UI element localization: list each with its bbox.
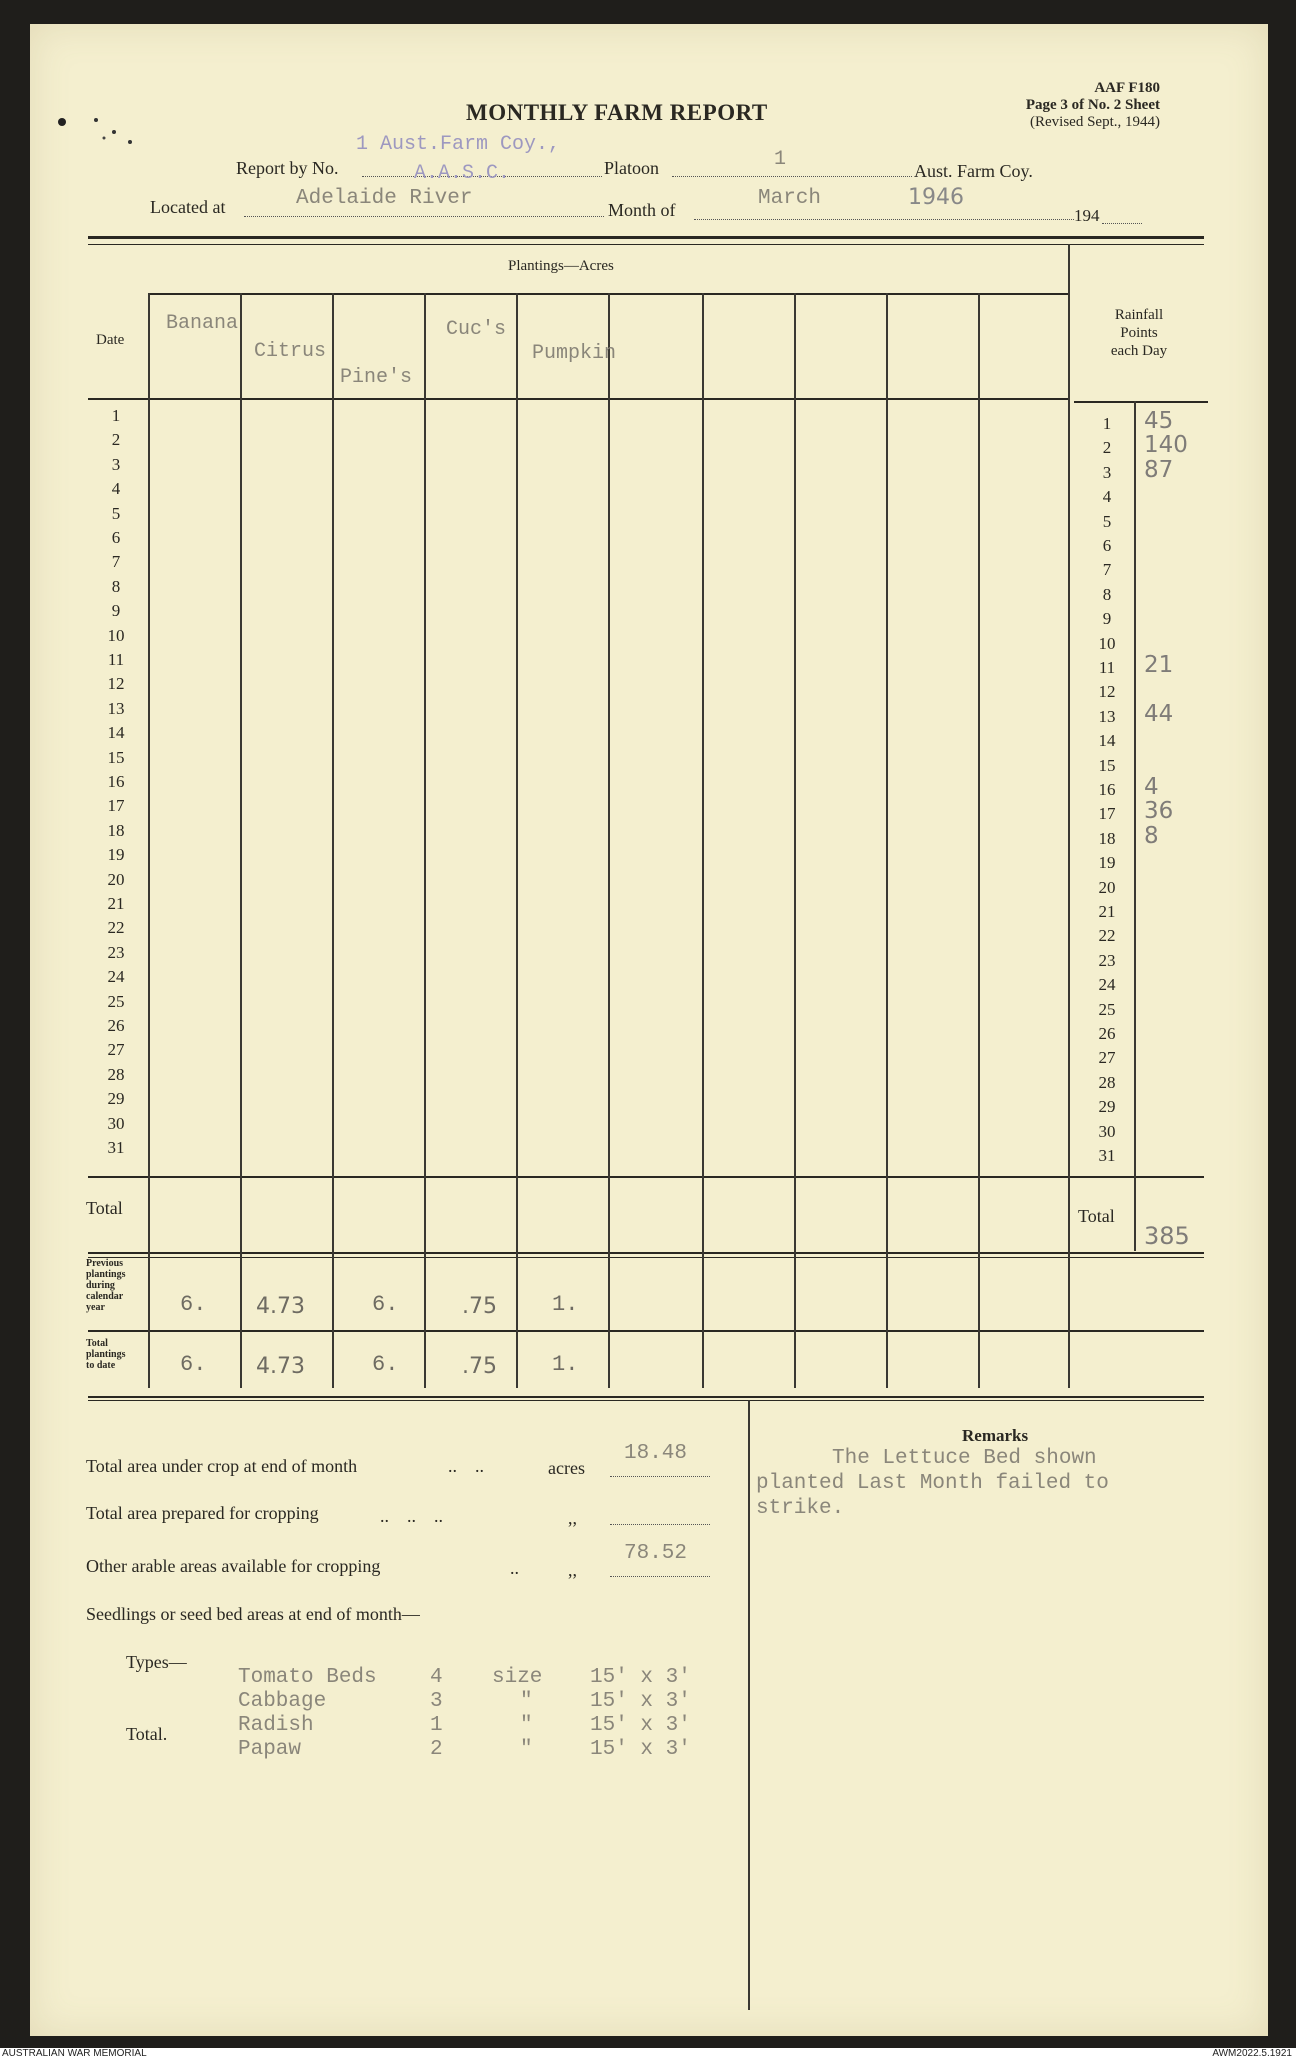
- rain-value-day-18: 8: [1144, 822, 1159, 849]
- crop-area-line: [610, 1476, 710, 1477]
- rain-day-7: 7: [1102, 560, 1112, 580]
- prev-banana: 6.: [180, 1292, 207, 1317]
- crop-cucs: Cuc's: [446, 318, 507, 341]
- platoon-value: 1: [774, 148, 787, 171]
- form-revised: (Revised Sept., 1944): [1030, 114, 1160, 130]
- seedbed-name-1: Tomato Beds: [238, 1666, 377, 1689]
- month-value: March: [758, 187, 822, 210]
- date-row-18: 18: [107, 820, 125, 840]
- todate-pumpkin: 1.: [552, 1352, 579, 1377]
- other-area-line: [610, 1576, 710, 1577]
- date-row-19: 19: [107, 845, 125, 865]
- date-row-24: 24: [107, 967, 125, 987]
- date-row-3: 3: [111, 454, 121, 474]
- report-by-label: Report by No.: [236, 158, 339, 178]
- prev-pumpkin: 1.: [552, 1292, 579, 1317]
- todate-label-3: to date: [86, 1360, 116, 1371]
- rain-col-line: [1134, 401, 1136, 1251]
- rain-day-30: 30: [1098, 1121, 1116, 1141]
- col-line-1: [148, 293, 150, 1388]
- form-code: AAF F180: [1094, 80, 1160, 96]
- rain-day-12: 12: [1098, 682, 1116, 702]
- rain-day-16: 16: [1098, 780, 1116, 799]
- footer-accession: AWM2022.5.1921: [1212, 2048, 1292, 2059]
- prev-label-3: during: [86, 1280, 115, 1291]
- col-line-2: [240, 293, 242, 1388]
- seedbed-size-4: 15' x 3': [590, 1738, 691, 1761]
- date-header: Date: [96, 332, 125, 348]
- date-row-7: 7: [111, 552, 121, 572]
- crop-banana: Banana: [166, 312, 239, 335]
- remarks-divider: [748, 1400, 750, 2010]
- date-row-23: 23: [107, 942, 125, 962]
- table-bottom-rule: [88, 1396, 1204, 1398]
- year-line: [1102, 223, 1142, 224]
- rain-day-6: 6: [1102, 536, 1112, 555]
- seedbed-size-1: 15' x 3': [590, 1666, 691, 1689]
- rain-day-15: 15: [1098, 755, 1116, 775]
- aust-farm-label: Aust. Farm Coy.: [914, 161, 1033, 181]
- seedbed-qty-4: 2: [430, 1738, 443, 1761]
- crop-area-dots: .. ..: [448, 1456, 484, 1476]
- col-line-7: [702, 293, 704, 1388]
- report-by-value-2: A.A.S.C.: [414, 162, 511, 185]
- todate-banana: 6.: [180, 1352, 207, 1377]
- date-row-8: 8: [111, 576, 121, 596]
- rain-total-value: 385: [1144, 1222, 1190, 1250]
- date-row-1: 1: [111, 406, 121, 425]
- rain-day-26: 26: [1098, 1024, 1116, 1043]
- prev-label-1: Previous: [86, 1258, 124, 1269]
- other-area-dots: ..: [510, 1558, 519, 1578]
- prepared-area-dots: .. .. ..: [380, 1506, 443, 1526]
- report-by-value-1: 1 Aust.Farm Coy.,: [356, 133, 561, 156]
- seedbed-size-3: 15' x 3': [590, 1714, 691, 1737]
- punch-marks: [54, 112, 144, 152]
- seedbed-name-2: Cabbage: [238, 1690, 327, 1713]
- rain-day-4: 4: [1102, 487, 1112, 507]
- rainfall-header-1: Rainfall: [1114, 307, 1164, 323]
- date-row-27: 27: [107, 1040, 125, 1060]
- crop-area-unit: acres: [548, 1458, 585, 1478]
- date-row-12: 12: [107, 674, 125, 694]
- rain-day-22: 22: [1098, 926, 1116, 946]
- located-label: Located at: [150, 197, 226, 217]
- seedbed-qty-3: 1: [430, 1714, 443, 1737]
- todate-citrus: 4.73: [256, 1354, 305, 1379]
- rain-day-10: 10: [1098, 633, 1116, 653]
- todate-label-2: plantings: [86, 1349, 126, 1360]
- rain-day-29: 29: [1098, 1097, 1116, 1117]
- crop-area-label: Total area under crop at end of month: [86, 1456, 358, 1476]
- rain-day-14: 14: [1098, 731, 1116, 751]
- date-row-25: 25: [107, 991, 125, 1011]
- table-top-rule: [88, 236, 1204, 239]
- rain-day-2: 2: [1102, 438, 1112, 458]
- rain-day-28: 28: [1098, 1072, 1116, 1092]
- todate-cucs: .75: [462, 1354, 497, 1379]
- rain-day-31: 31: [1098, 1146, 1116, 1165]
- prepared-area-line: [610, 1524, 710, 1525]
- rain-day-20: 20: [1098, 877, 1116, 897]
- date-row-16: 16: [107, 772, 125, 791]
- date-row-15: 15: [107, 747, 125, 767]
- rain-day-27: 27: [1098, 1048, 1116, 1068]
- total-bottom-rule-2: [88, 1257, 1204, 1258]
- rain-value-day-17: 36: [1144, 798, 1174, 825]
- header-bottom-rule: [88, 398, 1068, 400]
- crop-pines: Pine's: [340, 366, 413, 389]
- located-value: Adelaide River: [296, 187, 473, 210]
- remarks-line-3: strike.: [756, 1497, 845, 1520]
- col-line-6: [608, 293, 610, 1388]
- seedbed-size-label-3: ": [520, 1714, 533, 1737]
- date-row-4: 4: [111, 479, 121, 499]
- rain-total-label: Total: [1078, 1206, 1115, 1226]
- month-label: Month of: [608, 200, 676, 220]
- crop-pumpkin: Pumpkin: [532, 342, 617, 365]
- seedbed-size-label-2: ": [520, 1690, 533, 1713]
- prepared-area-unit: ,,: [568, 1508, 577, 1528]
- date-row-26: 26: [107, 1016, 125, 1035]
- col-line-3: [332, 293, 334, 1388]
- date-row-9: 9: [111, 601, 121, 621]
- total-top-rule: [88, 1176, 1204, 1178]
- prev-cucs: .75: [462, 1294, 497, 1319]
- rain-day-5: 5: [1102, 511, 1112, 531]
- rain-day-23: 23: [1098, 950, 1116, 970]
- date-row-11: 11: [107, 650, 125, 669]
- remarks-line-2: planted Last Month failed to: [756, 1472, 1109, 1495]
- rain-day-1: 1: [1102, 414, 1112, 433]
- prev-citrus: 4.73: [256, 1294, 305, 1319]
- date-row-10: 10: [107, 625, 125, 645]
- col-line-5: [516, 293, 518, 1388]
- rain-day-19: 19: [1098, 853, 1116, 873]
- remarks-line-1: The Lettuce Bed shown: [832, 1447, 1097, 1470]
- col-line-10: [978, 293, 980, 1388]
- date-row-21: 21: [107, 894, 125, 913]
- rain-day-25: 25: [1098, 999, 1116, 1019]
- plantings-header: Plantings—Acres: [508, 258, 614, 274]
- date-row-30: 30: [107, 1113, 125, 1133]
- date-row-22: 22: [107, 918, 125, 938]
- rainfall-header-3: each Day: [1110, 343, 1168, 359]
- prepared-area-label: Total area prepared for cropping: [86, 1503, 319, 1523]
- located-line: [244, 216, 604, 217]
- rain-day-9: 9: [1102, 609, 1112, 629]
- rain-value-day-1: 45: [1144, 408, 1174, 434]
- rain-day-17: 17: [1098, 804, 1116, 824]
- rain-value-day-3: 87: [1144, 456, 1174, 483]
- date-row-2: 2: [111, 430, 121, 450]
- col-line-8: [794, 293, 796, 1388]
- prev-label-5: year: [86, 1302, 105, 1313]
- rainfall-header-2: Points: [1120, 325, 1158, 341]
- col-line-9: [886, 293, 888, 1388]
- rain-value-day-13: 44: [1144, 700, 1174, 727]
- other-area-value: 78.52: [624, 1542, 688, 1565]
- seedlings-label: Seedlings or seed bed areas at end of month—: [86, 1604, 420, 1624]
- prev-label-2: plantings: [86, 1269, 126, 1280]
- rain-day-24: 24: [1098, 975, 1116, 995]
- other-area-unit: ,,: [568, 1560, 577, 1580]
- seedbed-size-label-1: size: [492, 1666, 543, 1689]
- seedbed-size-label-4: ": [520, 1738, 533, 1761]
- col-line-4: [424, 293, 426, 1388]
- seedbed-name-3: Radish: [238, 1714, 314, 1737]
- other-area-label: Other arable areas available for cropping: [86, 1556, 381, 1576]
- rain-day-18: 18: [1098, 828, 1116, 848]
- col-line-11: [1068, 244, 1070, 1388]
- rain-day-13: 13: [1098, 706, 1116, 726]
- lower-rule: [88, 1400, 1204, 1401]
- total-label: Total: [86, 1198, 123, 1218]
- rain-value-day-2: 140: [1144, 432, 1188, 459]
- rain-header-rule: [1074, 401, 1208, 403]
- date-row-5: 5: [111, 503, 121, 523]
- footer-credit: AUSTRALIAN WAR MEMORIAL: [2, 2048, 147, 2059]
- rain-day-11: 11: [1098, 658, 1116, 677]
- crop-citrus: Citrus: [254, 340, 327, 363]
- date-row-6: 6: [111, 528, 121, 547]
- rain-day-3: 3: [1102, 462, 1112, 482]
- date-row-20: 20: [107, 869, 125, 889]
- date-row-28: 28: [107, 1064, 125, 1084]
- prev-bottom-rule: [88, 1330, 1204, 1332]
- date-row-13: 13: [107, 698, 125, 718]
- seedbed-size-2: 15' x 3': [590, 1690, 691, 1713]
- year-printed: 194: [1074, 206, 1100, 225]
- date-row-31: 31: [107, 1138, 125, 1157]
- seedbed-total-label: Total.: [126, 1724, 168, 1744]
- prev-pines: 6.: [372, 1292, 399, 1317]
- date-row-29: 29: [107, 1089, 125, 1109]
- month-line: [694, 219, 1074, 220]
- remarks-title: Remarks: [962, 1426, 1029, 1445]
- date-row-14: 14: [107, 723, 125, 743]
- platoon-line: [672, 176, 912, 177]
- types-label: Types—: [126, 1652, 187, 1672]
- seedbed-name-4: Papaw: [238, 1738, 302, 1761]
- todate-pines: 6.: [372, 1352, 399, 1377]
- seedbed-qty-1: 4: [430, 1666, 443, 1689]
- rain-day-21: 21: [1098, 902, 1116, 921]
- crop-area-value: 18.48: [624, 1442, 688, 1465]
- prev-label-4: calendar: [86, 1291, 124, 1302]
- form-title: MONTHLY FARM REPORT: [466, 100, 768, 125]
- total-bottom-rule: [88, 1252, 1204, 1254]
- table-top-rule-2: [88, 244, 1204, 245]
- platoon-label: Platoon: [604, 158, 660, 178]
- year-value: 1946: [908, 185, 964, 210]
- form-page: Page 3 of No. 2 Sheet: [1025, 97, 1160, 113]
- seedbed-qty-2: 3: [430, 1690, 443, 1713]
- rain-value-day-16: 4: [1144, 774, 1159, 800]
- date-row-17: 17: [107, 796, 125, 816]
- todate-label-1: Total: [86, 1338, 108, 1349]
- rain-value-day-11: 21: [1144, 652, 1174, 678]
- rain-day-8: 8: [1102, 584, 1112, 604]
